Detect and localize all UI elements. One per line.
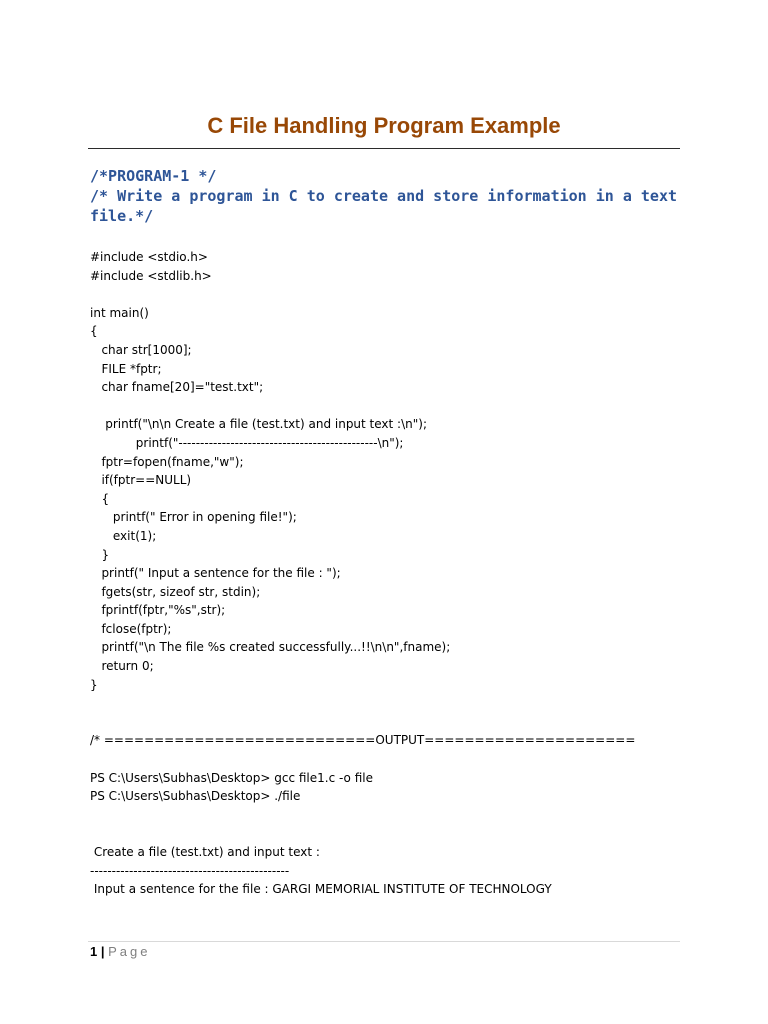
code-line: fclose(fptr); [90, 621, 172, 636]
code-line: PS C:\Users\Subhas\Desktop> gcc file1.c -o file [90, 770, 373, 785]
document-title: C File Handling Program Example [207, 113, 561, 138]
code-line: printf("\n\n Create a file (test.txt) and input text :\n"); [90, 417, 427, 432]
code-line: /* ===========================OUTPUT===================== [90, 733, 636, 748]
program-comment-block [90, 166, 687, 226]
code-line: #include <stdlib.h> [90, 268, 212, 283]
code-line: Input a sentence for the file : GARGI MEMORIAL INSTITUTE OF TECHNOLOGY [90, 882, 552, 897]
program-description-comment: /* Write a program in C to create and store information in a text file.*/ [90, 187, 687, 225]
page-number: 1 [90, 944, 98, 959]
code-line: } [90, 677, 98, 692]
code-line: char fname[20]="test.txt"; [90, 380, 264, 395]
program-number-comment: /*PROGRAM-1 */ [90, 167, 217, 185]
code-line: } [90, 547, 110, 562]
page-separator: | [97, 944, 109, 959]
code-line: printf("\n The file %s created successfully...!!\n\n",fname); [90, 640, 451, 655]
code-line: fgets(str, sizeof str, stdin); [90, 584, 261, 599]
footer-divider [88, 941, 680, 942]
title-divider [88, 148, 680, 149]
code-line: Create a file (test.txt) and input text : [90, 845, 320, 859]
code-line: fptr=fopen(fname,"w"); [90, 454, 244, 469]
code-line: ---------------------------------------------- [90, 863, 290, 878]
code-line: printf("----------------------------------------------\n"); [90, 435, 404, 450]
code-line: { [90, 491, 110, 506]
code-line: #include <stdio.h> [90, 250, 208, 264]
code-line: return 0; [90, 659, 154, 674]
code-line [90, 285, 690, 304]
code-listing [90, 248, 690, 899]
code-line: int main() [90, 305, 149, 320]
page-footer [90, 943, 150, 961]
code-line: PS C:\Users\Subhas\Desktop> ./file [90, 789, 301, 804]
code-line: char str[1000]; [90, 342, 192, 357]
code-line: printf(" Error in opening file!"); [90, 510, 297, 525]
code-line: { [90, 324, 98, 339]
code-line: if(fptr==NULL) [90, 473, 192, 488]
code-line: fprintf(fptr,"%s",str); [90, 603, 226, 618]
code-line [90, 397, 690, 416]
code-line [90, 750, 690, 769]
code-line [90, 806, 690, 825]
code-line: printf(" Input a sentence for the file : "); [90, 566, 341, 581]
page-label: Page [108, 944, 151, 959]
code-line: FILE *fptr; [90, 361, 162, 376]
code-line [90, 713, 690, 732]
code-line [90, 824, 690, 843]
code-line: exit(1); [90, 528, 157, 543]
code-line [90, 694, 690, 713]
